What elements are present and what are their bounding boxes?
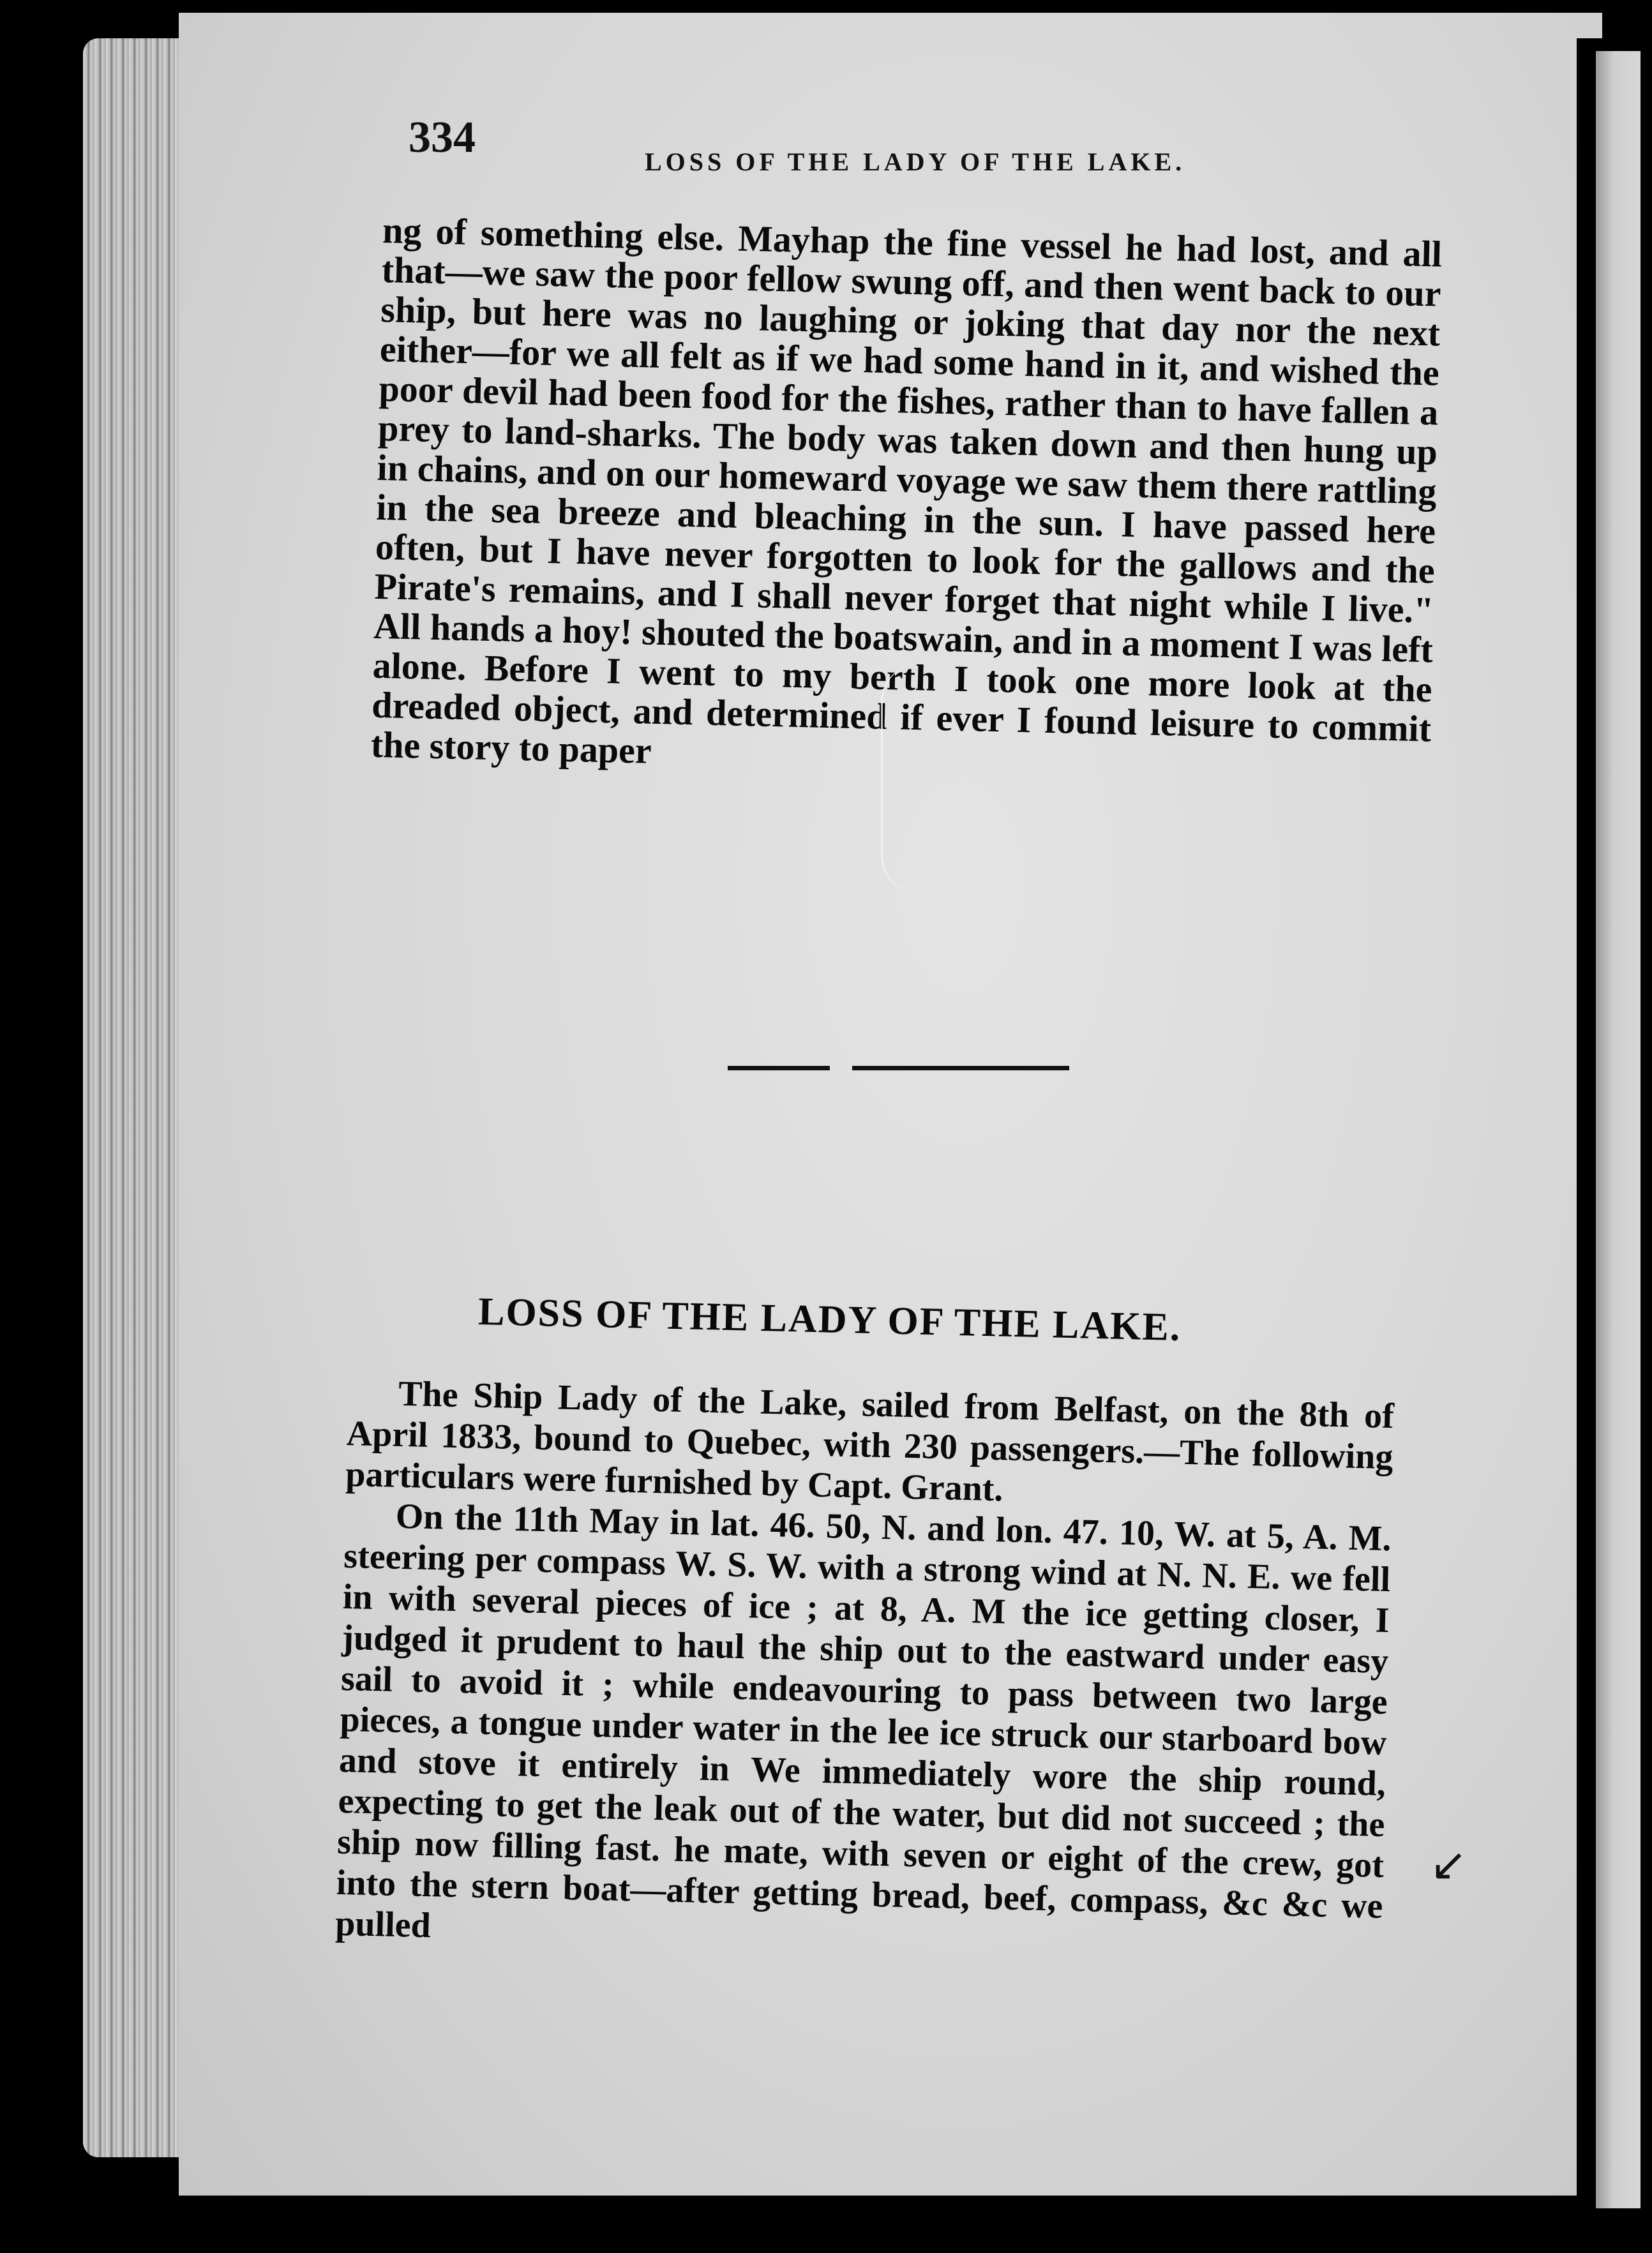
section-divider-left: [728, 1066, 830, 1070]
running-title: LOSS OF THE LADY OF THE LAKE.: [645, 147, 1186, 176]
section-text-block: [335, 1372, 1395, 1968]
paragraph: On the 11th May in lat. 46. 50, N. and lon. 47. 10, W. at 5, A. M. steering per compass W. S. W. with a strong wind at N. N. E. we fell in with several pieces of ice ; at 8, A. M the ice getting closer, I judged it prudent to haul the ship out to the eastward under easy sail to avoid it ; while endeavouring to pass between two large pieces, a tongue under water in the lee ice struck our starboard bow and stove it entirely in We immediately wore the ship round, expecting to get the leak out of the water, but did not succeed ; the ship now filling fast. he mate, with seven or eight of the crew, got into the stern boat—after getting bread, beef, compass, &c &c we pulled: [334, 1496, 1392, 1946]
paragraph: The Ship Lady of the Lake, sailed from Belfast, on the 8th of April 1833, bound to Quebec, with 230 passengers.—The following particulars were furnished by Capt. Grant.: [345, 1374, 1395, 1509]
paragraph: ng of something else. Mayhap the fine vessel he had lost, and all that—we saw the poor fellow swung off, and then went back to our ship, but here was no laughing or joking that day nor the next either—for we all felt as if we had some hand in it, and wished the poor devil had been food for the fishes, rather than to have fallen a prey to land-sharks. The body was taken down and then hung up in chains, and on our homeward voyage we saw them there rattling in the sea breeze and bleaching in the sun. I have passed here often, but I have never forgotten to look for the gallows and the Pirate's remains, and I shall never forget that night while I live." All hands a hoy! shouted the boatswain, and in a moment I was left alone. Before I went to my berth I took one more look at the dreaded object, and determined if ever I found leisure to commit the story to paper: [370, 209, 1443, 772]
section-divider-right: [852, 1066, 1069, 1070]
ink-mark: ↙: [1430, 1838, 1468, 1890]
scratch-mark: [881, 664, 921, 894]
page-number: 334: [409, 113, 476, 162]
facing-page-edge: [1596, 51, 1641, 2208]
section-title: LOSS OF THE LADY OF THE LAKE.: [477, 1289, 1182, 1349]
